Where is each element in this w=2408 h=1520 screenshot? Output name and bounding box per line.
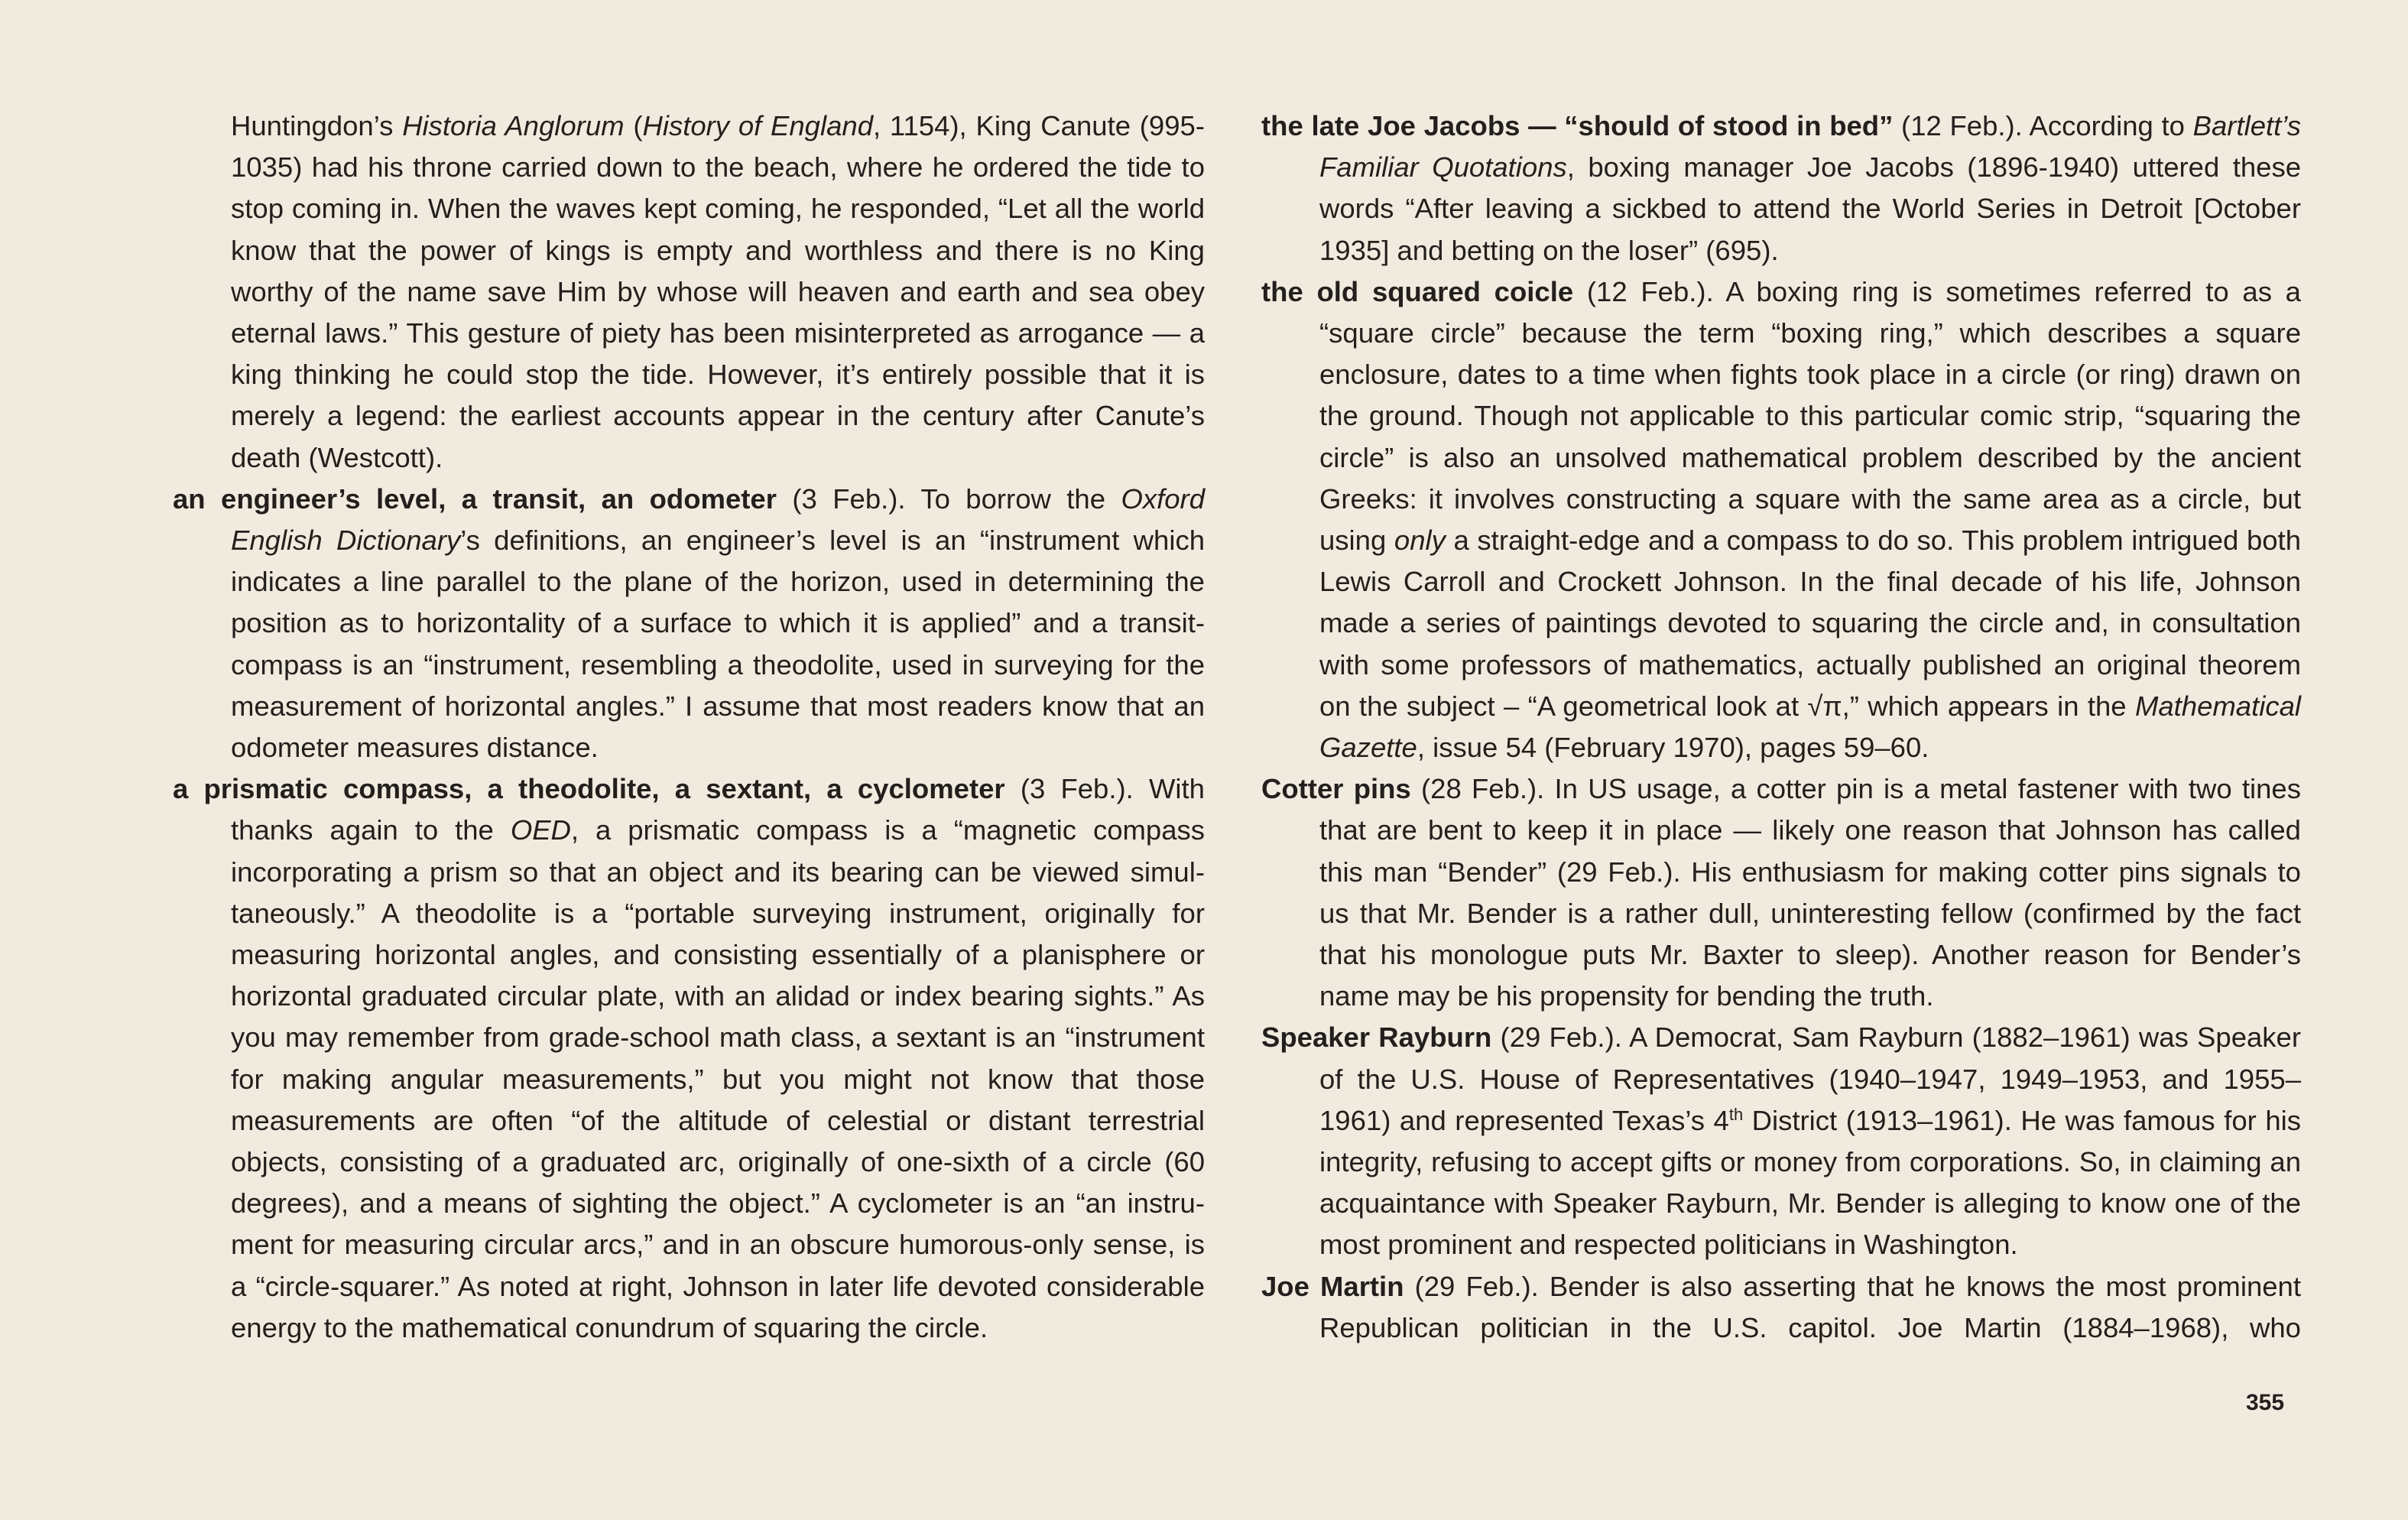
italic-title: Bartlett’s Familiar Quotations	[1319, 110, 2301, 184]
entry-term: Cotter pins	[1261, 773, 1411, 805]
glossary-entry	[173, 768, 1205, 1349]
italic-title: Mathematical Gazette	[1319, 690, 2301, 764]
entry-text: District (1913–1961). He was famous for his integrity, refusing to accept gifts or money from corporations. So, in claiming an acquaintance with Speaker Rayburn, Mr. Bender is alleging to know one of the most prominent and respected politicians in Washington.	[1319, 1104, 2301, 1261]
glossary-entry	[1261, 106, 2301, 271]
entry-text: (12 Feb.). According to	[1893, 110, 2193, 141]
entry-term: a prismatic compass, a theodolite, a sextant, a cyclometer	[173, 773, 1005, 805]
italic-title: Oxford English Dictionary	[231, 482, 1205, 557]
entry-text: (28 Feb.). In US usage, a cotter pin is a metal fastener with two tines that are bent to keep it in place — likely one reason that Johnson has called this man “Bender” (29 Feb.). His enthusiasm for making cotter pins signals to us that Mr. Bender is a rather dull, uninteresting fellow (confirmed by the fact that his monologue puts Mr. Baxter to sleep). Another reason for Bender’s name may be his propensity for bending the truth.	[1319, 773, 2301, 1012]
glossary-entry	[173, 479, 1205, 768]
italic-title: Historia Anglorum	[402, 110, 625, 141]
entry-text: , 1154), King Canute (995-1035) had his throne carried down to the beach, where he ordered the tide to stop coming in. When the waves kept coming, he responded, “Let all the world know that the power of kings is empty and worthless and there is no King worthy of the name save Him by whose will heaven and earth and sea obey eternal laws.” This gesture of piety has been misinterpreted as arrogance — a king thinking he could stop the tide. However, it’s entirely possible that it is merely a legend: the earliest accounts appear in the century after Canute’s death (Westcott).	[231, 110, 1205, 473]
glossary-entry	[1261, 1017, 2301, 1265]
entry-text: Huntingdon’s	[231, 110, 403, 141]
entry-text: (12 Feb.). A boxing ring is sometimes referred to as a “square circle” because the term “boxing ring,” which describes a square enclosure, dates to a time when fights took place in a circle (or ring) drawn on the ground. Though not applicable to this particular comic strip, “squaring the circle” is also an unsolved mathematical problem described by the ancient Greeks: it involves constructing a square with the same area as a circle, but using	[1319, 275, 2301, 557]
entry-term: the late Joe Jacobs — “should of stood in bed”	[1261, 110, 1894, 141]
entry-text: , issue 54 (February 1970), pages 59–60.	[1417, 732, 1929, 764]
entry-term: an engineer’s level, a transit, an odometer	[173, 482, 777, 515]
right-column	[1261, 106, 2301, 1349]
glossary-entry	[1261, 1266, 2301, 1349]
entry-term: Speaker Rayburn	[1261, 1021, 1492, 1054]
entry-term: Joe Martin	[1261, 1270, 1404, 1302]
glossary-entry	[1261, 271, 2301, 768]
entry-text: (3 Feb.). To borrow the	[776, 482, 1121, 515]
italic-title: only	[1394, 525, 1446, 557]
italic-title: History of England	[642, 110, 873, 141]
entry-text: (29 Feb.). A Democrat, Sam Rayburn (1882–1961) was Speaker of the U.S. House of Representatives (1940–1947, 1949–1953, and 1955–1961) and represented Texas’s 4	[1319, 1021, 2301, 1136]
entry-term: the old squared coicle	[1261, 275, 1574, 307]
entry-text: (	[624, 110, 643, 141]
entry-text: , a prismatic compass is a “magnetic compass incorporating a prism so that an object and its bearing can be viewed simultaneously.” A theodolite is a “portable surveying instrument, originally for measuring horizontal angles, and consisting essentially of a planisphere or horizontal graduated circular plate, with an alidad or index bearing sights.” As you may remember from grade-school math class, a sextant is an “instrument for making angular measurements,” but you might not know that those measurements are often “of the altitude of celestial or distant terrestrial objects, consisting of a graduated arc, originally of one-sixth of a circle (60 degrees), and a means of sighting the object.” A cyclometer is an “an instrument for measuring circular arcs,” and in an obscure humorous-only sense, is a “circle-squarer.” As noted at right, Johnson in later life devoted considerable energy to the mathematical conundrum of squaring the circle.	[231, 814, 1206, 1343]
glossary-entry	[1261, 768, 2301, 1017]
left-column	[173, 106, 1205, 1349]
entry-text: , boxing manager Joe Jacobs (1896-1940) uttered these words “After leaving a sickbed to attend the World Series in Detroit [October 1935] and betting on the loser” (695).	[1319, 151, 2302, 266]
italic-title: OED	[510, 814, 571, 846]
glossary-entry	[173, 106, 1205, 479]
entry-text: (29 Feb.). Bender is also asserting that he knows the most prominent Republican politician in the U.S. capitol. Joe Martin (1884–1968), who	[1319, 1270, 2301, 1343]
page-number: 355	[2246, 1390, 2285, 1415]
superscript: th	[1728, 1104, 1744, 1124]
entry-text: (3 Feb.). With thanks again to the	[231, 773, 1205, 846]
entry-text: ’s definitions, an engineer’s level is an “instrument which indicates a line parallel to the plane of the horizon, used in determining the position as to horizontality of a surface to which it is applied” and a transit-compass is an “instrument, resembling a theodolite, used in surveying for the measurement of horizontal angles.” I assume that most readers know that an odometer measures distance.	[231, 525, 1206, 764]
entry-text: a straight-edge and a compass to do so. This problem intrigued both Lewis Carroll and Crockett Johnson. In the final decade of his life, Johnson made a series of paintings devoted to squaring the circle and, in consultation with some professors of mathematics, actually published an original theorem on the subject – “A geometrical look at √π,” which appears in the	[1319, 525, 2301, 722]
